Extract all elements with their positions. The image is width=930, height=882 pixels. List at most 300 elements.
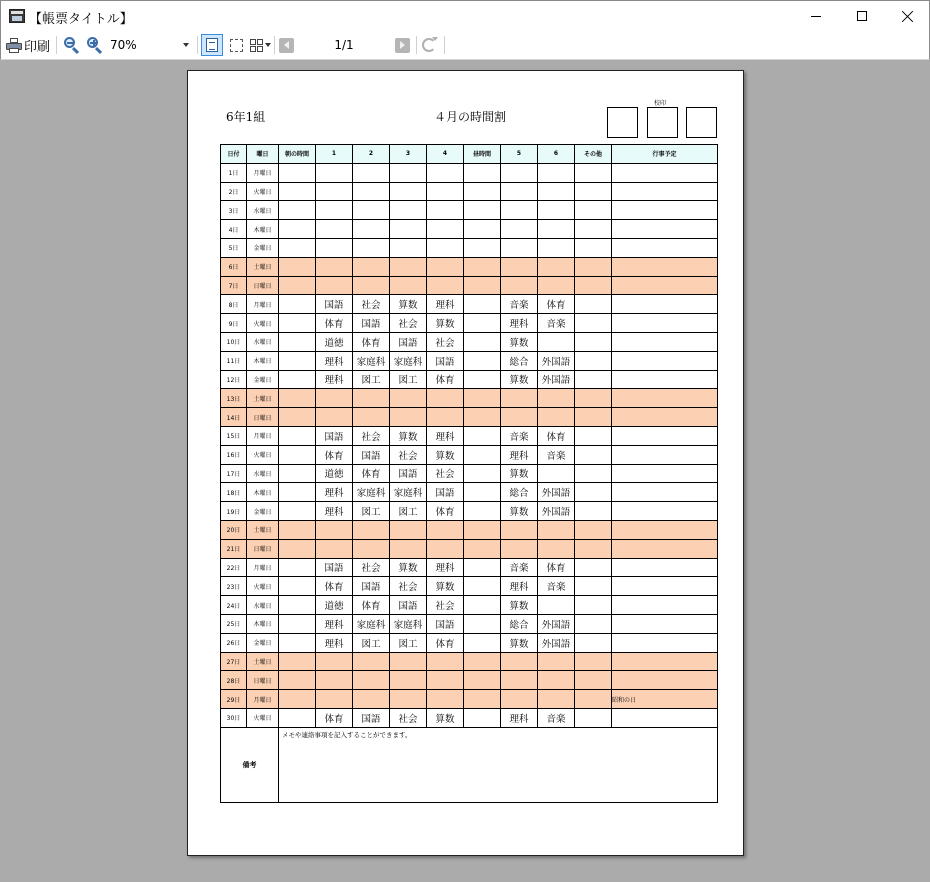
period-cell: 社会 [390, 577, 427, 596]
other-cell [575, 426, 612, 445]
table-row [221, 539, 718, 558]
event-cell [612, 351, 718, 370]
period-cell: 図工 [353, 633, 390, 652]
period-cell: 算数 [390, 295, 427, 314]
other-cell [575, 295, 612, 314]
other-cell [575, 408, 612, 427]
minimize-button[interactable] [793, 1, 839, 31]
other-cell [575, 502, 612, 521]
period-cell [538, 238, 575, 257]
zoom-out-button[interactable] [62, 34, 80, 56]
refresh-button[interactable] [422, 34, 436, 56]
period-cell: 外国語 [538, 483, 575, 502]
period-cell: 社会 [427, 596, 464, 615]
table-row [221, 690, 718, 709]
morning-cell [279, 426, 316, 445]
page-icon [206, 38, 218, 52]
event-cell [612, 257, 718, 276]
period-cell [501, 257, 538, 276]
period-cell: 音楽 [538, 445, 575, 464]
morning-cell [279, 558, 316, 577]
event-cell [612, 539, 718, 558]
date-cell: 27日 [221, 652, 247, 671]
event-cell [612, 332, 718, 351]
event-cell [612, 182, 718, 201]
event-cell [612, 596, 718, 615]
period-cell [390, 389, 427, 408]
date-cell: 14日 [221, 408, 247, 427]
weekday-cell: 土曜日 [247, 389, 279, 408]
event-cell [612, 708, 718, 727]
other-cell [575, 596, 612, 615]
period-cell [353, 257, 390, 276]
print-button[interactable] [6, 34, 50, 56]
period-cell [501, 238, 538, 257]
period-cell: 国語 [427, 614, 464, 633]
page-indicator[interactable]: 1/1 [334, 38, 354, 52]
period-cell: 国語 [390, 332, 427, 351]
period-cell [316, 389, 353, 408]
other-cell [575, 671, 612, 690]
period-cell: 算数 [501, 502, 538, 521]
period-cell [538, 389, 575, 408]
other-cell [575, 238, 612, 257]
period-cell [390, 220, 427, 239]
column-header: 3 [390, 145, 427, 164]
period-cell [427, 163, 464, 182]
column-header: 4 [427, 145, 464, 164]
period-cell [390, 520, 427, 539]
morning-cell [279, 238, 316, 257]
table-row [221, 596, 718, 615]
lunch-cell [464, 633, 501, 652]
other-cell [575, 577, 612, 596]
period-cell [390, 690, 427, 709]
date-cell: 22日 [221, 558, 247, 577]
morning-cell [279, 502, 316, 521]
weekday-cell: 金曜日 [247, 502, 279, 521]
period-cell: 理科 [316, 483, 353, 502]
period-cell: 社会 [353, 426, 390, 445]
period-cell [390, 539, 427, 558]
period-cell [538, 332, 575, 351]
date-cell: 3日 [221, 201, 247, 220]
event-cell [612, 276, 718, 295]
page-width-view-button[interactable] [228, 34, 244, 56]
period-cell [316, 276, 353, 295]
period-cell: 国語 [316, 295, 353, 314]
table-row [221, 201, 718, 220]
other-cell [575, 163, 612, 182]
date-cell: 20日 [221, 520, 247, 539]
period-cell: 国語 [427, 483, 464, 502]
date-cell: 6日 [221, 257, 247, 276]
other-cell [575, 708, 612, 727]
weekday-cell: 日曜日 [247, 671, 279, 690]
column-header: 1 [316, 145, 353, 164]
next-page-button[interactable] [395, 34, 410, 56]
toolbar [0, 31, 930, 60]
column-header: 昼時間 [464, 145, 501, 164]
event-cell [612, 558, 718, 577]
column-header: 曜日 [247, 145, 279, 164]
notes-row [221, 727, 718, 802]
table-row [221, 163, 718, 182]
period-cell [353, 652, 390, 671]
event-cell [612, 163, 718, 182]
period-cell: 理科 [316, 370, 353, 389]
event-cell [612, 577, 718, 596]
maximize-icon [857, 11, 867, 21]
period-cell [501, 163, 538, 182]
table-row [221, 614, 718, 633]
period-cell: 算数 [390, 558, 427, 577]
period-cell: 図工 [390, 502, 427, 521]
table-row [221, 671, 718, 690]
period-cell [427, 276, 464, 295]
weekday-cell: 火曜日 [247, 182, 279, 201]
column-header: 6 [538, 145, 575, 164]
close-button[interactable] [885, 1, 930, 31]
period-cell [353, 389, 390, 408]
stamp-box [647, 107, 678, 138]
period-cell: 家庭科 [353, 351, 390, 370]
table-row [221, 295, 718, 314]
period-cell [353, 539, 390, 558]
period-cell: 算数 [427, 708, 464, 727]
event-cell [612, 502, 718, 521]
period-cell [538, 257, 575, 276]
morning-cell [279, 257, 316, 276]
period-cell [353, 276, 390, 295]
table-row [221, 483, 718, 502]
lunch-cell [464, 445, 501, 464]
period-cell [538, 408, 575, 427]
weekday-cell: 土曜日 [247, 652, 279, 671]
morning-cell [279, 539, 316, 558]
date-cell: 17日 [221, 464, 247, 483]
table-row [221, 520, 718, 539]
printer-icon [6, 38, 22, 53]
other-cell [575, 332, 612, 351]
other-cell [575, 276, 612, 295]
period-cell: 理科 [427, 558, 464, 577]
morning-cell [279, 295, 316, 314]
period-cell: 国語 [353, 314, 390, 333]
date-cell: 4日 [221, 220, 247, 239]
period-cell [353, 182, 390, 201]
period-cell [501, 389, 538, 408]
period-cell [427, 257, 464, 276]
table-row [221, 708, 718, 727]
weekday-cell: 金曜日 [247, 370, 279, 389]
period-cell [316, 671, 353, 690]
period-cell [353, 408, 390, 427]
period-cell: 家庭科 [353, 483, 390, 502]
date-cell: 30日 [221, 708, 247, 727]
lunch-cell [464, 539, 501, 558]
period-cell: 図工 [353, 370, 390, 389]
toolbar-separator [197, 36, 198, 54]
toolbar-separator [274, 36, 275, 54]
event-cell [612, 370, 718, 389]
period-cell: 算数 [501, 464, 538, 483]
table-row [221, 558, 718, 577]
period-cell: 音楽 [501, 295, 538, 314]
period-cell [427, 182, 464, 201]
date-cell: 19日 [221, 502, 247, 521]
period-cell: 国語 [390, 596, 427, 615]
lunch-cell [464, 370, 501, 389]
period-cell [501, 276, 538, 295]
class-label: 6年1組 [226, 110, 266, 124]
lunch-cell [464, 163, 501, 182]
period-cell: 音楽 [538, 708, 575, 727]
toolbar-separator [56, 36, 57, 54]
period-cell [538, 652, 575, 671]
morning-cell [279, 652, 316, 671]
table-row [221, 633, 718, 652]
period-cell: 家庭科 [390, 483, 427, 502]
period-cell: 体育 [316, 577, 353, 596]
period-cell [390, 276, 427, 295]
period-cell [316, 652, 353, 671]
table-row [221, 408, 718, 427]
weekday-cell: 月曜日 [247, 558, 279, 577]
date-cell: 23日 [221, 577, 247, 596]
zoom-dropdown-button[interactable] [183, 34, 189, 56]
period-cell: 社会 [390, 445, 427, 464]
zoom-in-button[interactable] [85, 34, 103, 56]
zoom-select[interactable]: 70% [110, 38, 137, 52]
period-cell [390, 257, 427, 276]
period-cell [427, 652, 464, 671]
period-cell: 算数 [427, 577, 464, 596]
period-cell: 理科 [427, 295, 464, 314]
period-cell [501, 220, 538, 239]
app-icon [9, 9, 25, 23]
lunch-cell [464, 276, 501, 295]
period-cell [427, 238, 464, 257]
period-cell: 体育 [316, 708, 353, 727]
period-cell: 体育 [316, 445, 353, 464]
event-cell [612, 238, 718, 257]
morning-cell [279, 182, 316, 201]
weekday-cell: 日曜日 [247, 408, 279, 427]
lunch-cell [464, 596, 501, 615]
event-cell: 昭和の日 [612, 690, 718, 709]
page-width-icon [230, 39, 243, 52]
print-label: 印刷 [24, 39, 51, 55]
period-cell [353, 201, 390, 220]
other-cell [575, 558, 612, 577]
chevron-down-icon [265, 43, 271, 47]
period-cell [427, 201, 464, 220]
period-cell [538, 464, 575, 483]
table-row [221, 314, 718, 333]
table-row [221, 652, 718, 671]
period-cell: 体育 [353, 596, 390, 615]
period-cell: 理科 [501, 708, 538, 727]
window-title: 【帳票タイトル】 [29, 12, 133, 27]
event-cell [612, 614, 718, 633]
toolbar-separator [416, 36, 417, 54]
period-cell: 国語 [390, 464, 427, 483]
column-header: 朝の時間 [279, 145, 316, 164]
period-cell: 体育 [538, 295, 575, 314]
lunch-cell [464, 502, 501, 521]
period-cell: 体育 [353, 464, 390, 483]
weekday-cell: 金曜日 [247, 238, 279, 257]
date-cell: 9日 [221, 314, 247, 333]
previous-page-button[interactable] [279, 34, 294, 56]
weekday-cell: 火曜日 [247, 314, 279, 333]
period-cell: 社会 [390, 314, 427, 333]
sheet-title: ４月の時間割 [434, 110, 507, 124]
period-cell: 国語 [353, 708, 390, 727]
morning-cell [279, 708, 316, 727]
period-cell [353, 671, 390, 690]
event-cell [612, 464, 718, 483]
maximize-button[interactable] [839, 1, 885, 31]
other-cell [575, 690, 612, 709]
period-cell: 算数 [427, 314, 464, 333]
period-cell: 国語 [427, 351, 464, 370]
morning-cell [279, 332, 316, 351]
arrow-right-icon [400, 41, 405, 49]
period-cell [427, 539, 464, 558]
other-cell [575, 633, 612, 652]
period-cell [538, 596, 575, 615]
period-cell: 外国語 [538, 351, 575, 370]
period-cell [390, 182, 427, 201]
period-cell [316, 408, 353, 427]
period-cell [316, 539, 353, 558]
stamp-box [607, 107, 638, 138]
morning-cell [279, 520, 316, 539]
period-cell: 音楽 [501, 558, 538, 577]
period-cell [390, 671, 427, 690]
period-cell [538, 690, 575, 709]
date-cell: 1日 [221, 163, 247, 182]
toolbar-separator [444, 36, 445, 54]
morning-cell [279, 220, 316, 239]
period-cell: 国語 [353, 577, 390, 596]
minimize-icon [811, 16, 821, 17]
period-cell [390, 201, 427, 220]
period-cell [538, 163, 575, 182]
column-header: その他 [575, 145, 612, 164]
single-page-view-button[interactable] [201, 34, 223, 56]
period-cell: 算数 [427, 445, 464, 464]
multi-page-view-button[interactable] [250, 34, 271, 56]
period-cell: 外国語 [538, 502, 575, 521]
other-cell [575, 483, 612, 502]
period-cell [316, 690, 353, 709]
event-cell [612, 426, 718, 445]
other-cell [575, 652, 612, 671]
weekday-cell: 木曜日 [247, 483, 279, 502]
weekday-cell: 木曜日 [247, 614, 279, 633]
lunch-cell [464, 577, 501, 596]
arrow-left-icon [284, 41, 289, 49]
period-cell: 総合 [501, 614, 538, 633]
event-cell [612, 295, 718, 314]
report-page [187, 70, 744, 856]
period-cell [316, 520, 353, 539]
period-cell [501, 408, 538, 427]
period-cell [538, 520, 575, 539]
title-bar [0, 0, 930, 31]
lunch-cell [464, 483, 501, 502]
date-cell: 26日 [221, 633, 247, 652]
period-cell [353, 690, 390, 709]
lunch-cell [464, 426, 501, 445]
lunch-cell [464, 520, 501, 539]
period-cell: 図工 [390, 370, 427, 389]
date-cell: 21日 [221, 539, 247, 558]
other-cell [575, 351, 612, 370]
lunch-cell [464, 708, 501, 727]
date-cell: 28日 [221, 671, 247, 690]
period-cell: 体育 [427, 502, 464, 521]
table-row [221, 445, 718, 464]
morning-cell [279, 351, 316, 370]
period-cell [316, 257, 353, 276]
period-cell [501, 652, 538, 671]
period-cell [390, 408, 427, 427]
lunch-cell [464, 295, 501, 314]
period-cell [538, 201, 575, 220]
period-cell: 道徳 [316, 464, 353, 483]
period-cell [427, 389, 464, 408]
stamp-label: 校印 [654, 100, 667, 107]
grid-icon [250, 39, 263, 52]
event-cell [612, 389, 718, 408]
morning-cell [279, 464, 316, 483]
column-header: 5 [501, 145, 538, 164]
weekday-cell: 土曜日 [247, 257, 279, 276]
weekday-cell: 水曜日 [247, 596, 279, 615]
morning-cell [279, 163, 316, 182]
date-cell: 11日 [221, 351, 247, 370]
table-row [221, 332, 718, 351]
other-cell [575, 257, 612, 276]
period-cell: 算数 [501, 370, 538, 389]
date-cell: 25日 [221, 614, 247, 633]
weekday-cell: 土曜日 [247, 520, 279, 539]
timetable [220, 144, 718, 803]
morning-cell [279, 276, 316, 295]
morning-cell [279, 577, 316, 596]
lunch-cell [464, 671, 501, 690]
period-cell [501, 539, 538, 558]
period-cell [353, 520, 390, 539]
date-cell: 24日 [221, 596, 247, 615]
period-cell [427, 408, 464, 427]
lunch-cell [464, 314, 501, 333]
period-cell: 理科 [501, 577, 538, 596]
weekday-cell: 木曜日 [247, 220, 279, 239]
period-cell [316, 238, 353, 257]
table-row [221, 257, 718, 276]
period-cell: 家庭科 [390, 351, 427, 370]
other-cell [575, 539, 612, 558]
table-row [221, 389, 718, 408]
lunch-cell [464, 389, 501, 408]
period-cell [538, 220, 575, 239]
period-cell: 外国語 [538, 370, 575, 389]
